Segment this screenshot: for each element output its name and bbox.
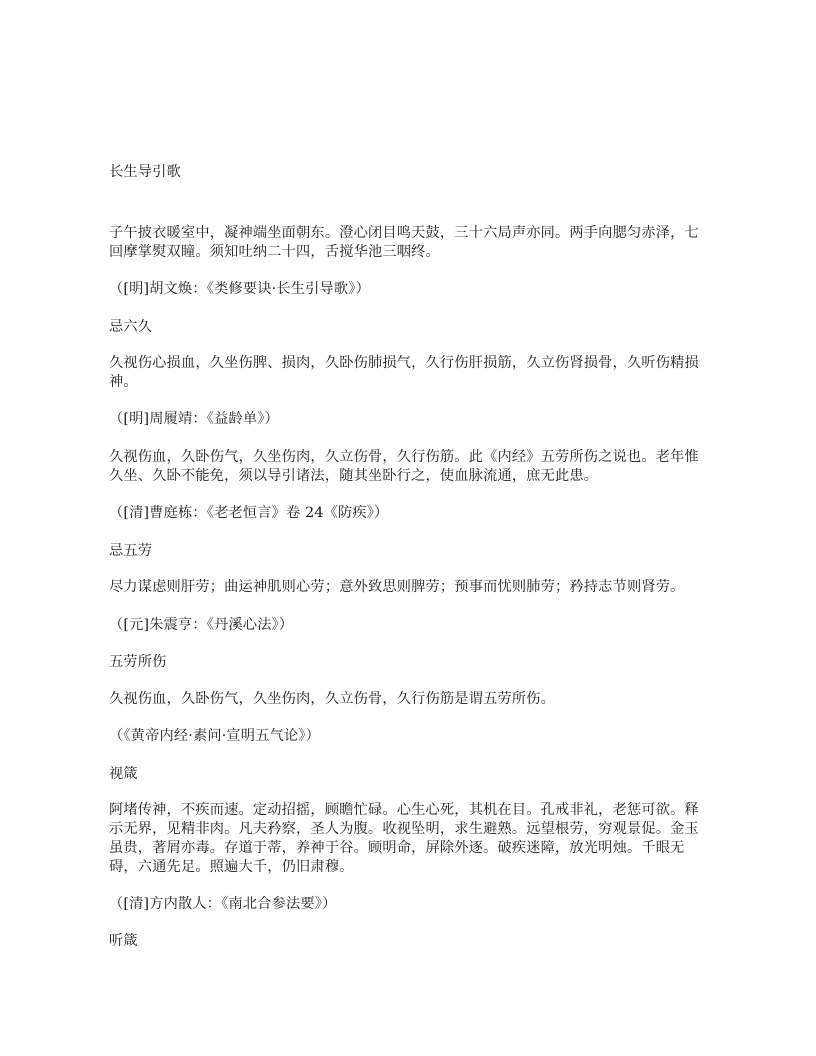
citation: （《黄帝内经·素问·宣明五气论》）	[109, 728, 321, 744]
citation: （[清]方内散人：《南北合参法要》）	[109, 896, 337, 912]
heading-ting-zhen: 听箴	[109, 933, 138, 949]
heading-shi-zhen: 视箴	[109, 766, 138, 782]
heading-ji-wu-lao: 忌五劳	[109, 543, 153, 559]
heading-wu-lao-suo-shang: 五劳所伤	[109, 654, 167, 670]
paragraph: 久视伤心损血，久坐伤脾、损肉，久卧伤肺损气，久行伤肝损筋，久立伤肾损骨，久听伤精损神。	[109, 355, 699, 390]
citation: （[明]周履靖：《益龄单》）	[109, 411, 279, 427]
heading-changsheng-daoyin-ge: 长生导引歌	[109, 164, 181, 180]
citation: （[清]曹庭栋：《老老恒言》卷 24《防疾》）	[109, 505, 389, 521]
citation: （[明]胡文焕：《类修要诀·长生引导歌》）	[109, 281, 370, 297]
paragraph: 尽力谋虑则肝劳；曲运神肌则心劳；意外致思则脾劳；预事而忧则肺劳；矜持志节则肾劳。	[109, 579, 685, 595]
paragraph: 子午披衣暖室中，凝神端坐面朝东。澄心闭目鸣天鼓，三十六局声亦同。两手向腮匀赤泽，七回摩掌熨双瞳。须知吐纳二十四，舌搅华池三咽终。	[109, 225, 699, 260]
citation: （[元]朱震亨：《丹溪心法》）	[109, 617, 294, 633]
heading-ji-liu-jiu: 忌六久	[109, 319, 153, 335]
paragraph: 久视伤血，久卧伤气，久坐伤肉，久立伤骨，久行伤筋是谓五劳所伤。	[109, 691, 556, 707]
paragraph: 久视伤血，久卧伤气，久坐伤肉，久立伤骨，久行伤筋。此《内经》五劳所伤之说也。老年惟久坐、久卧不能免，须以导引诸法，随其坐卧行之，使血脉流通，庶无此患。	[109, 449, 699, 484]
paragraph: 阿堵传神，不疾而速。定动招摇，顾瞻忙碌。心生心死，其机在目。孔戒非礼，老惩可欲。释示无界，见精非肉。凡夫矜察，圣人为腹。收视坠明，求生避熟。远望根劳，穷观景促。金玉虽贵，著屑亦毒。存道于蒂，养神于谷。顾明命，屏除外逐。破疾迷障，放光明烛。千眼无碍，六通先足。照遍大千，仍旧肃穆。	[109, 802, 699, 875]
